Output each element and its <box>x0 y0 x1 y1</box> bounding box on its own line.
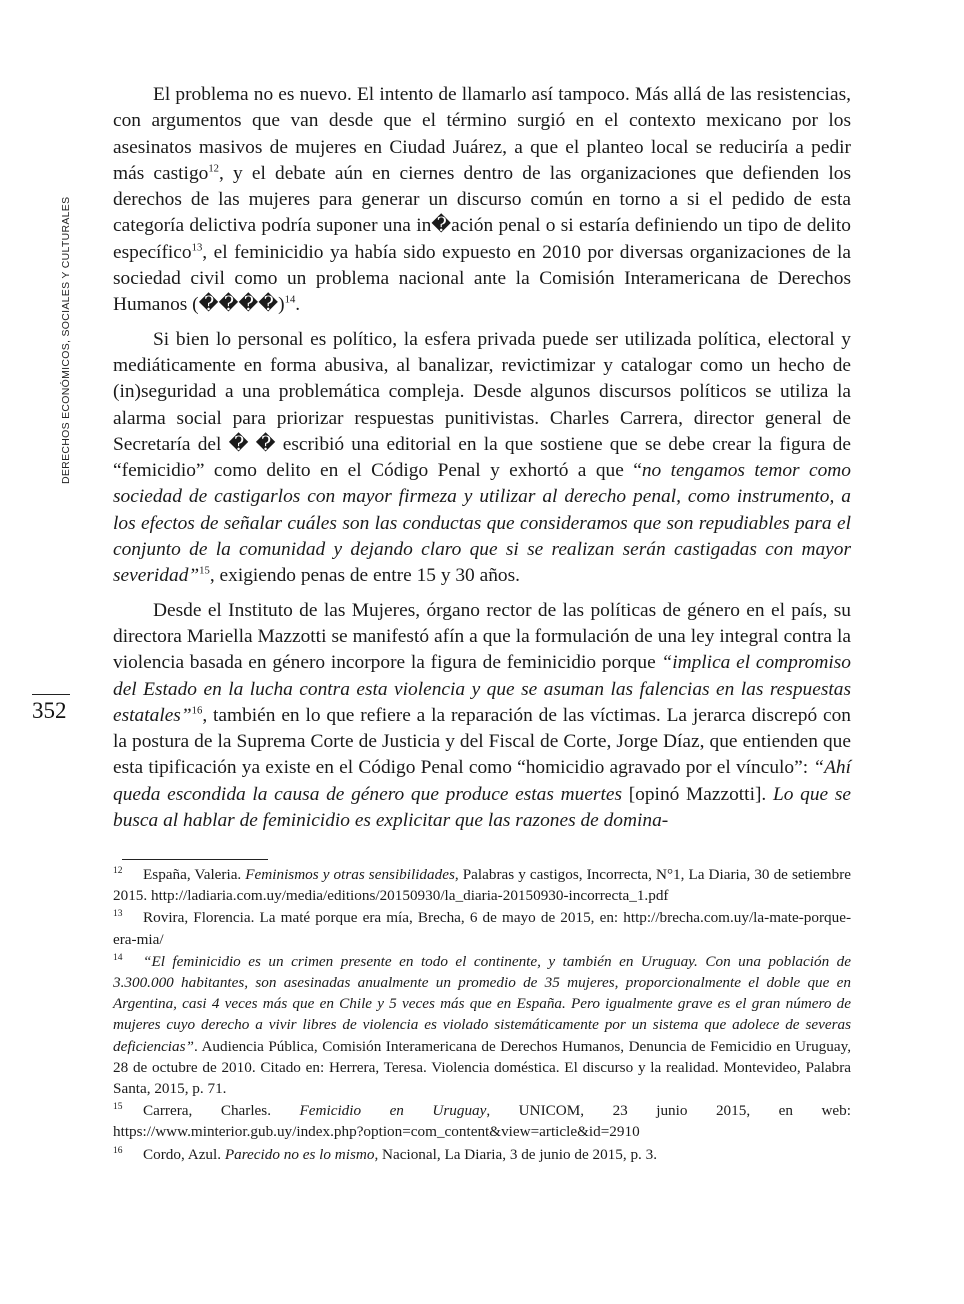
footnote-ref: 16 <box>191 704 203 717</box>
italic-text: no tengamos temor como sociedad de castigarlos con mayor firmeza y utilizar al derecho penal, como instrumento, a los efectos de señalar cuáles son las conductas que consideramos que son repudiables para el conjunto de la comunidad y dejando claro que si se realizan serán castigadas con mayor severidad” <box>113 460 851 587</box>
footnote <box>113 1144 851 1165</box>
footnote-ref: 15 <box>199 564 210 577</box>
body-text <box>113 82 851 842</box>
footnote-number: 13 <box>113 909 123 920</box>
text-run: Carrera, Charles. <box>143 1102 300 1120</box>
italic-text: Feminismos y otras sensibilidades <box>245 866 455 883</box>
text-run: Cordo, Azul. <box>143 1145 225 1163</box>
text-run: [opinó Mazzotti]. <box>622 783 773 805</box>
text-run: , exigiendo penas de entre 15 y 30 años. <box>209 565 520 587</box>
footnote <box>113 864 851 906</box>
footnote-ref: 13 <box>191 241 203 254</box>
footnote-ref: 14 <box>284 293 296 306</box>
footnote <box>113 1100 851 1142</box>
italic-text: Lo que se busca al hablar de feminicidio es explicitar que las razones de domina- <box>113 783 851 832</box>
footnote-number: 16 <box>113 1145 123 1156</box>
italic-text: Femicidio en Uruguay <box>299 1102 487 1120</box>
text-run: . <box>295 294 301 316</box>
italic-text: Parecido no es lo mismo <box>224 1145 375 1163</box>
paragraph <box>113 82 851 319</box>
footnote-ref: 12 <box>208 162 219 175</box>
footnote <box>113 907 851 949</box>
footnote-number: 12 <box>113 866 123 876</box>
footnote-number: 14 <box>113 952 123 963</box>
text-run: , UNICOM, 23 junio 2015, en web: https://www.minterior.gub.uy/index.php?option=com_content&view=article&id=2910 <box>113 1102 851 1141</box>
text-run: Si bien lo personal es político, la esfera privada puede ser utilizada política, electoral y mediáticamente en forma abusiva, al banalizar, revictimizar y catalogar como un hecho de (in)seguridad a una problemática compleja. Desde algunos discursos políticos se utiliza la alarma social para priorizar respuestas punitivistas. Charles Carrera, director general de Secretaría del � � escribió una editorial en la que sostiene que se debe crear la figura de “femicidio” como delito en el Código Penal y exhortó a que “ <box>113 328 851 482</box>
footnote-number: 15 <box>113 1102 123 1113</box>
text-run: , Nacional, La Diaria, 3 de junio de 2015, p. 3. <box>374 1145 658 1163</box>
text-run: . Audiencia Pública, Comisión Interamericana de Derechos Humanos, Denuncia de Femicidio en Uruguay, 28 de octubre de 2010. Citado en: Herrera, Teresa. Violencia doméstica. El discurso y la realidad. Montevideo, Palabra Santa, 2015, p. 71. <box>113 1037 851 1098</box>
text-run: Desde el Instituto de las Mujeres, órgano rector de las políticas de género en el país, su directora Mariella Mazzotti se manifestó afín a que la formulación de una ley integral contra la violencia basada en género incorpore la figura de feminicidio porque <box>113 599 851 674</box>
footnote <box>113 951 851 1099</box>
text-run: , y el debate aún en ciernes dentro de las organizaciones que defienden los derechos de las mujeres para generar un discurso común en torno a si el pedido de esta categoría delictiva podría suponer una in�ación penal o si estaría definiendo un tipo de delito específico <box>113 162 851 263</box>
text-run: , el feminicidio ya había sido expuesto en 2010 por diversas organizaciones de la sociedad civil como un problema nacional ante la Comisión Interamericana de Derechos Humanos (����) <box>113 241 851 316</box>
text-run: , Palabras y castigos, Incorrecta, N°1, La Diaria, 30 de setiembre 2015. http://ladiaria.com.uy/media/editions/20150930/la_diaria-20150930-incorrecta_1.pdf <box>113 866 851 905</box>
italic-text: “implica el compromiso del Estado en la lucha contra esta violencia y que se asuman las falencias en las respuestas estatales” <box>113 652 851 726</box>
paragraph <box>113 598 851 835</box>
page-number-rule <box>32 694 70 695</box>
text-run: España, Valeria. <box>143 866 246 883</box>
text-run: , también en lo que refiere a la reparación de las víctimas. La jerarca discrepó con la postura de la Suprema Corte de Justicia y del Fiscal de Corte, Jorge Díaz, que entienden que esta tipificación ya existe en el Código Penal como “homicidio agravado por el vínculo”: <box>113 704 851 779</box>
italic-text: “El feminicidio es un crimen presente en todo el continente, y también en Uruguay. Con una población de 3.300.000 habitantes, son asesinadas anualmente un promedio de 35 mujeres, proporcionalmente el doble que en Argentina, casi 4 veces más que en Chile y 5 veces más que en España. Pero igualmente grave es el gran número de mujeres cuyo derecho a vivir libres de violencia es violado sistemáticamente por un sistema que adolece de severas deficiencias” <box>113 952 851 1055</box>
footnotes <box>113 864 851 1166</box>
italic-text: “Ahí queda escondida la causa de género que produce estas muertes <box>113 757 851 805</box>
page-number: 352 <box>32 698 67 723</box>
text-run: El problema no es nuevo. El intento de llamarlo así tampoco. Más allá de las resistencias, con argumentos que van desde que el término surgió en el contexto mexicano por los asesinatos masivos de mujeres en Ciudad Juárez, a que el planteo local se reduciría a pedir más castigo <box>113 84 851 184</box>
running-head: DERECHOS ECONÓMICOS, SOCIALES Y CULTURALES <box>60 196 72 484</box>
footnote-separator <box>122 859 268 860</box>
text-run: Rovira, Florencia. La maté porque era mía, Brecha, 6 de mayo de 2015, en: http://brecha.com.uy/la-mate-porque-era-mia/ <box>113 909 851 948</box>
paragraph <box>113 327 851 590</box>
